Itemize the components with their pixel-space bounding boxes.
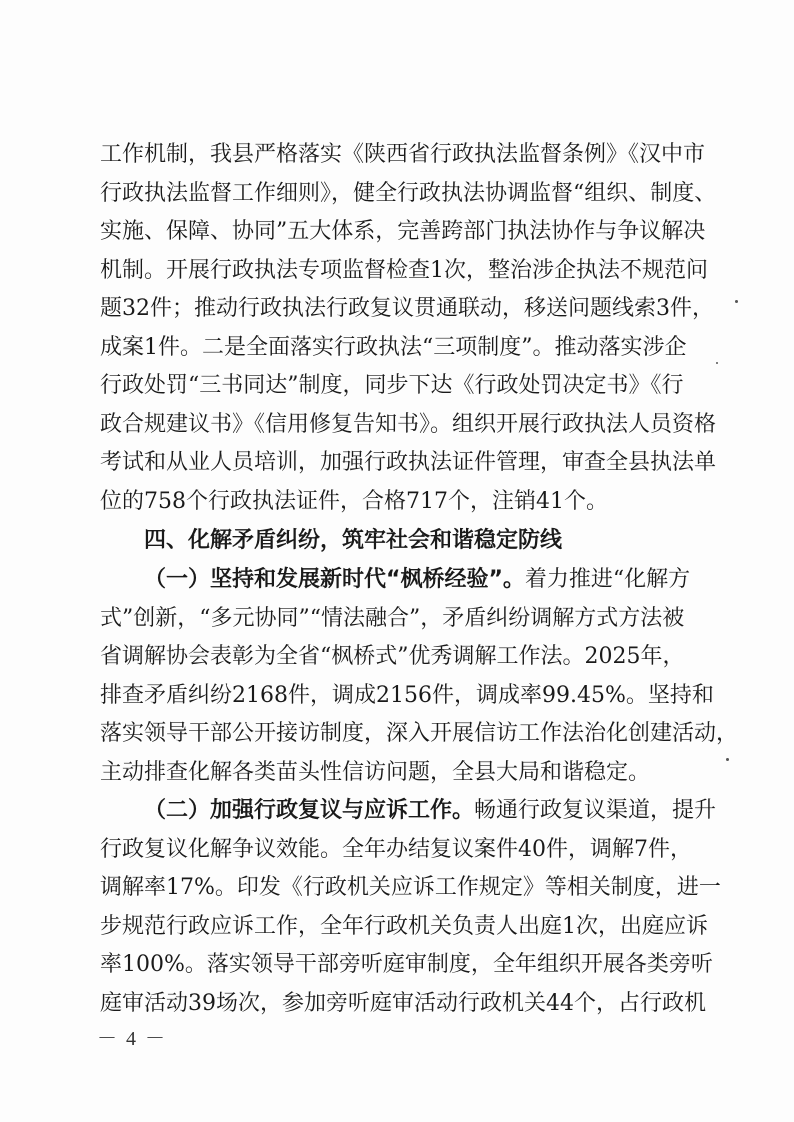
subsection-2 bbox=[100, 792, 721, 1023]
subsection-first-line bbox=[100, 792, 717, 831]
subsection-title: （一）坚持和发展新时代“枫桥经验”。 bbox=[144, 567, 525, 592]
paragraph-1 bbox=[100, 136, 717, 521]
scan-speck bbox=[735, 300, 738, 303]
section-heading: 四、化解矛盾纠纷，筑牢社会和谐稳定防线 bbox=[144, 528, 563, 553]
paragraph-line: 政合规建议书》《信用修复告知书》。组织开展行政执法人员资格 bbox=[100, 411, 717, 437]
paragraph-line: 省调解协会表彰为全省“枫桥式”优秀调解工作法。2025年， bbox=[100, 644, 685, 669]
subsection-1 bbox=[100, 561, 739, 792]
subsection-title: （二）加强行政复议与应诉工作。 bbox=[144, 798, 475, 823]
section-heading-block bbox=[144, 522, 738, 561]
paragraph-line: 题32件；推动行政执法行政复议贯通联动，移送问题线索3件， bbox=[100, 296, 714, 321]
paragraph-line: 步规范行政应诉工作，全年行政机关负责人出庭1次，出庭应诉 bbox=[100, 913, 708, 939]
paragraph-line: 主动排查化解各类苗头性信访问题，全县大局和谐稳定。 bbox=[100, 759, 651, 785]
paragraph-line: 排查矛盾纠纷2168件，调成2156件，调成率99.45%。坚持和 bbox=[100, 682, 714, 708]
page-number: － 4 － bbox=[97, 1028, 167, 1050]
subsection-first-line-text: 着力推进“化解方 bbox=[524, 567, 691, 592]
paragraph-line: 率100%。落实领导干部旁听庭审制度，全年组织开展各类旁听 bbox=[100, 952, 713, 977]
scan-speck bbox=[716, 362, 718, 364]
paragraph-line: 成案1件。二是全面落实行政执法“三项制度”。推动落实涉企 bbox=[100, 334, 687, 360]
paragraph-line: 考试和从业人员培训，加强行政执法证件管理，审查全县执法单 bbox=[100, 450, 717, 475]
paragraph-line: 机制。开展行政执法专项监督检查1次，整治涉企执法不规范问 bbox=[100, 257, 708, 283]
paragraph-line: 行政复议化解争议效能。全年办结复议案件40件，调解7件， bbox=[100, 836, 692, 862]
paragraph-line: 式”创新，“多元协同”“情法融合”，矛盾纠纷调解方式方法被 bbox=[100, 605, 685, 631]
paragraph-line: 庭审活动39场次，参加旁听庭审活动行政机关44个，占行政机 bbox=[100, 990, 706, 1016]
paragraph-line: 调解率17%。印发《行政机关应诉工作规定》等相关制度，进一 bbox=[100, 875, 721, 900]
subsection-first-line-text: 畅通行政复议渠道，提升 bbox=[474, 798, 717, 823]
subsection-first-line bbox=[100, 561, 694, 600]
paragraph-line: 工作机制，我县严格落实《陕西省行政执法监督条例》《汉中市 bbox=[100, 142, 706, 167]
paragraph-line: 行政处罚“三书同达”制度，同步下达《行政处罚决定书》《行 bbox=[100, 373, 684, 398]
scan-speck bbox=[726, 758, 729, 761]
paragraph-line: 位的758个行政执法证件，合格717个，注销41个。 bbox=[100, 488, 608, 514]
paragraph-line: 实施、保障、协同”五大体系，完善跨部门执法协作与争议解决 bbox=[100, 219, 706, 244]
paragraph-line: 行政执法监督工作细则》，健全行政执法协调监督“组织、制度、 bbox=[100, 180, 717, 206]
paragraph-line: 落实领导干部公开接访制度，深入开展信访工作法治化创建活动， bbox=[100, 721, 739, 746]
